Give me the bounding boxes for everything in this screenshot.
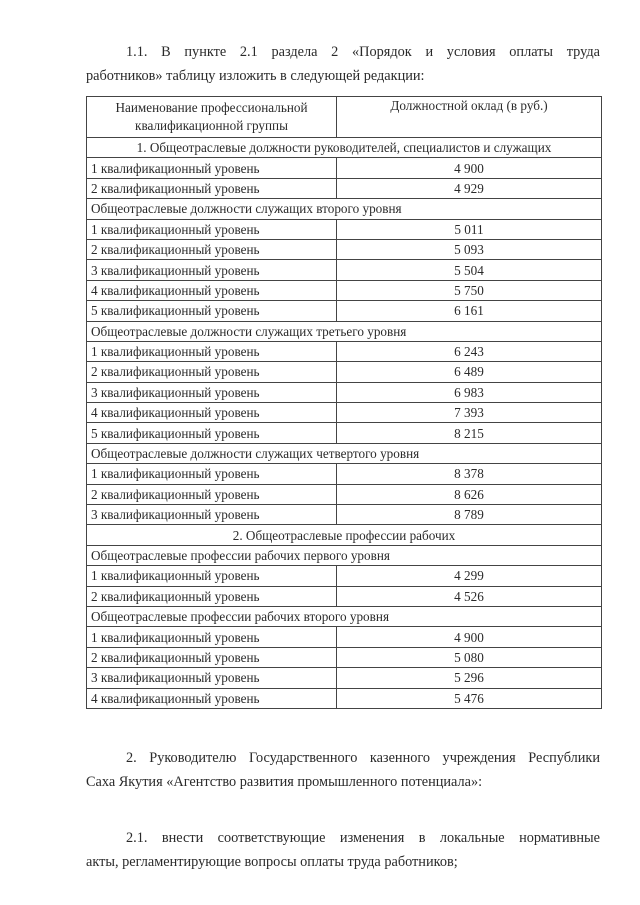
salary-value: 5 080 bbox=[337, 647, 602, 667]
qualification-level: 3 квалификационный уровень bbox=[87, 505, 337, 525]
table-row bbox=[87, 219, 602, 239]
table-row bbox=[87, 668, 602, 688]
salary-value: 4 299 bbox=[337, 566, 602, 586]
table-row bbox=[87, 158, 602, 178]
group-heading: Общеотраслевые должности служащих третьего уровня bbox=[87, 321, 602, 341]
qualification-level: 1 квалификационный уровень bbox=[87, 566, 337, 586]
table-row bbox=[87, 627, 602, 647]
qualification-level: 1 квалификационный уровень bbox=[87, 219, 337, 239]
qualification-level: 4 квалификационный уровень bbox=[87, 403, 337, 423]
table-row bbox=[87, 239, 602, 259]
table-header-row bbox=[87, 97, 602, 138]
qualification-level: 2 квалификационный уровень bbox=[87, 586, 337, 606]
table-row bbox=[87, 341, 602, 361]
intro-line-1: 1.1. В пункте 2.1 раздела 2 «Порядок и условия оплаты труда bbox=[126, 44, 600, 60]
salary-value: 8 215 bbox=[337, 423, 602, 443]
section-heading-row bbox=[87, 525, 602, 545]
table-row bbox=[87, 280, 602, 300]
paragraph-2-line-1: 2. Руководителю Государственного казенного учреждения Республики bbox=[126, 750, 600, 766]
qualification-level: 1 квалификационный уровень bbox=[87, 627, 337, 647]
qualification-level: 2 квалификационный уровень bbox=[87, 484, 337, 504]
section-heading: 1. Общеотраслевые должности руководителей, специалистов и служащих bbox=[87, 138, 602, 158]
table-row bbox=[87, 403, 602, 423]
salary-value: 6 983 bbox=[337, 382, 602, 402]
qualification-level: 2 квалификационный уровень bbox=[87, 239, 337, 259]
table-row bbox=[87, 464, 602, 484]
salary-table bbox=[86, 96, 602, 709]
salary-value: 5 093 bbox=[337, 239, 602, 259]
table-row bbox=[87, 260, 602, 280]
table-row bbox=[87, 566, 602, 586]
qualification-level: 1 квалификационный уровень bbox=[87, 464, 337, 484]
qualification-level: 3 квалификационный уровень bbox=[87, 382, 337, 402]
salary-value: 5 750 bbox=[337, 280, 602, 300]
table-row bbox=[87, 688, 602, 708]
group-heading-row bbox=[87, 443, 602, 463]
salary-value: 5 476 bbox=[337, 688, 602, 708]
qualification-level: 3 квалификационный уровень bbox=[87, 668, 337, 688]
intro-line-2: работников» таблицу изложить в следующей редакции: bbox=[86, 68, 425, 84]
group-heading: Общеотраслевые должности служащих четвертого уровня bbox=[87, 443, 602, 463]
salary-value: 6 243 bbox=[337, 341, 602, 361]
salary-value: 8 626 bbox=[337, 484, 602, 504]
qualification-level: 2 квалификационный уровень bbox=[87, 647, 337, 667]
table-row bbox=[87, 362, 602, 382]
table-row bbox=[87, 423, 602, 443]
salary-value: 5 011 bbox=[337, 219, 602, 239]
paragraph-2 bbox=[86, 746, 600, 794]
qualification-level: 1 квалификационный уровень bbox=[87, 158, 337, 178]
group-heading-row bbox=[87, 321, 602, 341]
section-heading-row bbox=[87, 138, 602, 158]
group-heading: Общеотраслевые должности служащих второго уровня bbox=[87, 199, 602, 219]
salary-value: 7 393 bbox=[337, 403, 602, 423]
group-heading-row bbox=[87, 199, 602, 219]
group-heading: Общеотраслевые профессии рабочих первого уровня bbox=[87, 545, 602, 565]
salary-value: 4 526 bbox=[337, 586, 602, 606]
paragraph-2-line-2: Саха Якутия «Агентство развития промышленного потенциала»: bbox=[86, 774, 483, 790]
qualification-level: 3 квалификационный уровень bbox=[87, 260, 337, 280]
paragraph-3-line-1: 2.1. внести соответствующие изменения в локальные нормативные bbox=[126, 830, 600, 846]
group-heading-row bbox=[87, 545, 602, 565]
table-row bbox=[87, 505, 602, 525]
table-row bbox=[87, 178, 602, 198]
intro-paragraph bbox=[86, 40, 600, 88]
table-row bbox=[87, 484, 602, 504]
salary-value: 5 504 bbox=[337, 260, 602, 280]
paragraph-3-line-2: акты, регламентирующие вопросы оплаты труда работников; bbox=[86, 854, 458, 870]
salary-value: 8 789 bbox=[337, 505, 602, 525]
salary-value: 4 900 bbox=[337, 158, 602, 178]
qualification-level: 4 квалификационный уровень bbox=[87, 280, 337, 300]
paragraph-3 bbox=[86, 826, 600, 874]
table-row bbox=[87, 647, 602, 667]
salary-value: 6 489 bbox=[337, 362, 602, 382]
group-heading: Общеотраслевые профессии рабочих второго уровня bbox=[87, 606, 602, 626]
table-row bbox=[87, 586, 602, 606]
group-heading-row bbox=[87, 606, 602, 626]
salary-value: 6 161 bbox=[337, 301, 602, 321]
salary-value: 5 296 bbox=[337, 668, 602, 688]
salary-value: 8 378 bbox=[337, 464, 602, 484]
section-heading: 2. Общеотраслевые профессии рабочих bbox=[87, 525, 602, 545]
qualification-level: 1 квалификационный уровень bbox=[87, 341, 337, 361]
qualification-level: 4 квалификационный уровень bbox=[87, 688, 337, 708]
salary-value: 4 900 bbox=[337, 627, 602, 647]
table-row bbox=[87, 382, 602, 402]
header-group-name: Наименование профессиональной квалификационной группы bbox=[87, 97, 337, 138]
header-salary: Должностной оклад (в руб.) bbox=[337, 97, 602, 138]
qualification-level: 2 квалификационный уровень bbox=[87, 178, 337, 198]
qualification-level: 5 квалификационный уровень bbox=[87, 423, 337, 443]
qualification-level: 2 квалификационный уровень bbox=[87, 362, 337, 382]
table-row bbox=[87, 301, 602, 321]
salary-value: 4 929 bbox=[337, 178, 602, 198]
qualification-level: 5 квалификационный уровень bbox=[87, 301, 337, 321]
